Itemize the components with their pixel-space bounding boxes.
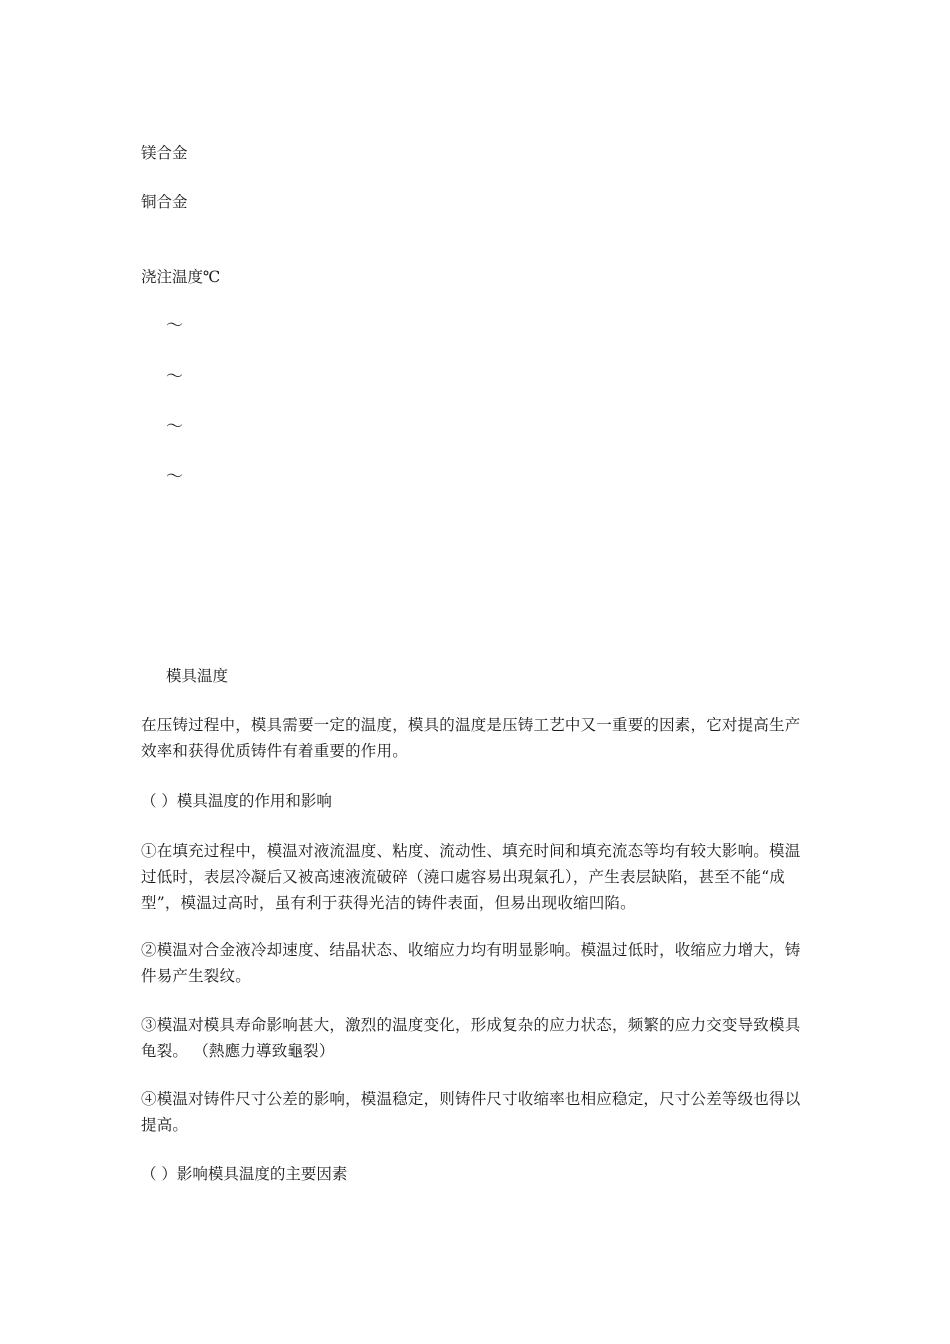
range-tilde-2: ～ xyxy=(166,367,183,387)
section-title: 模具温度 xyxy=(166,667,229,685)
subheading-factors: （ ）影响模具温度的主要因素 xyxy=(141,1165,348,1183)
subheading-role: （ ）模具温度的作用和影响 xyxy=(141,792,332,810)
alloy-magnesium: 镁合金 xyxy=(141,144,188,162)
intro-paragraph: 在压铸过程中，模具需要一定的温度，模具的温度是压铸工艺中又一重要的因素，它对提高生产效率和获得优质铸件有着重要的作用。 xyxy=(141,716,801,760)
paragraph-item-3: ③模温对模具寿命影响甚大，激烈的温度变化，形成复杂的应力状态，频繁的应力交变导致模具龟裂。 （熱應力導致龜裂） xyxy=(141,1016,801,1060)
paragraph-item-1: ①在填充过程中，模温对液流温度、粘度、流动性、填充时间和填充流态等均有较大影响。模温过低时，表层冷凝后又被高速液流破碎（澆口處容易出現氣孔），产生表层缺陷，甚至不能“成型”，模温过高时，虽有利于获得光洁的铸件表面，但易出现收缩凹陷。 xyxy=(141,842,801,912)
paragraph-item-2: ②模温对合金液冷却速度、结晶状态、收缩应力均有明显影响。模温过低时，收缩应力增大，铸件易产生裂纹。 xyxy=(141,941,801,985)
paragraph-item-4: ④模温对铸件尺寸公差的影响，模温稳定，则铸件尺寸收缩率也相应稳定，尺寸公差等级也得以提高。 xyxy=(141,1090,801,1134)
range-tilde-3: ～ xyxy=(166,417,183,437)
pour-temp-label: 浇注温度℃ xyxy=(141,268,221,286)
range-tilde-4: ～ xyxy=(166,467,183,487)
alloy-copper: 铜合金 xyxy=(141,193,188,211)
range-tilde-1: ～ xyxy=(166,316,183,336)
